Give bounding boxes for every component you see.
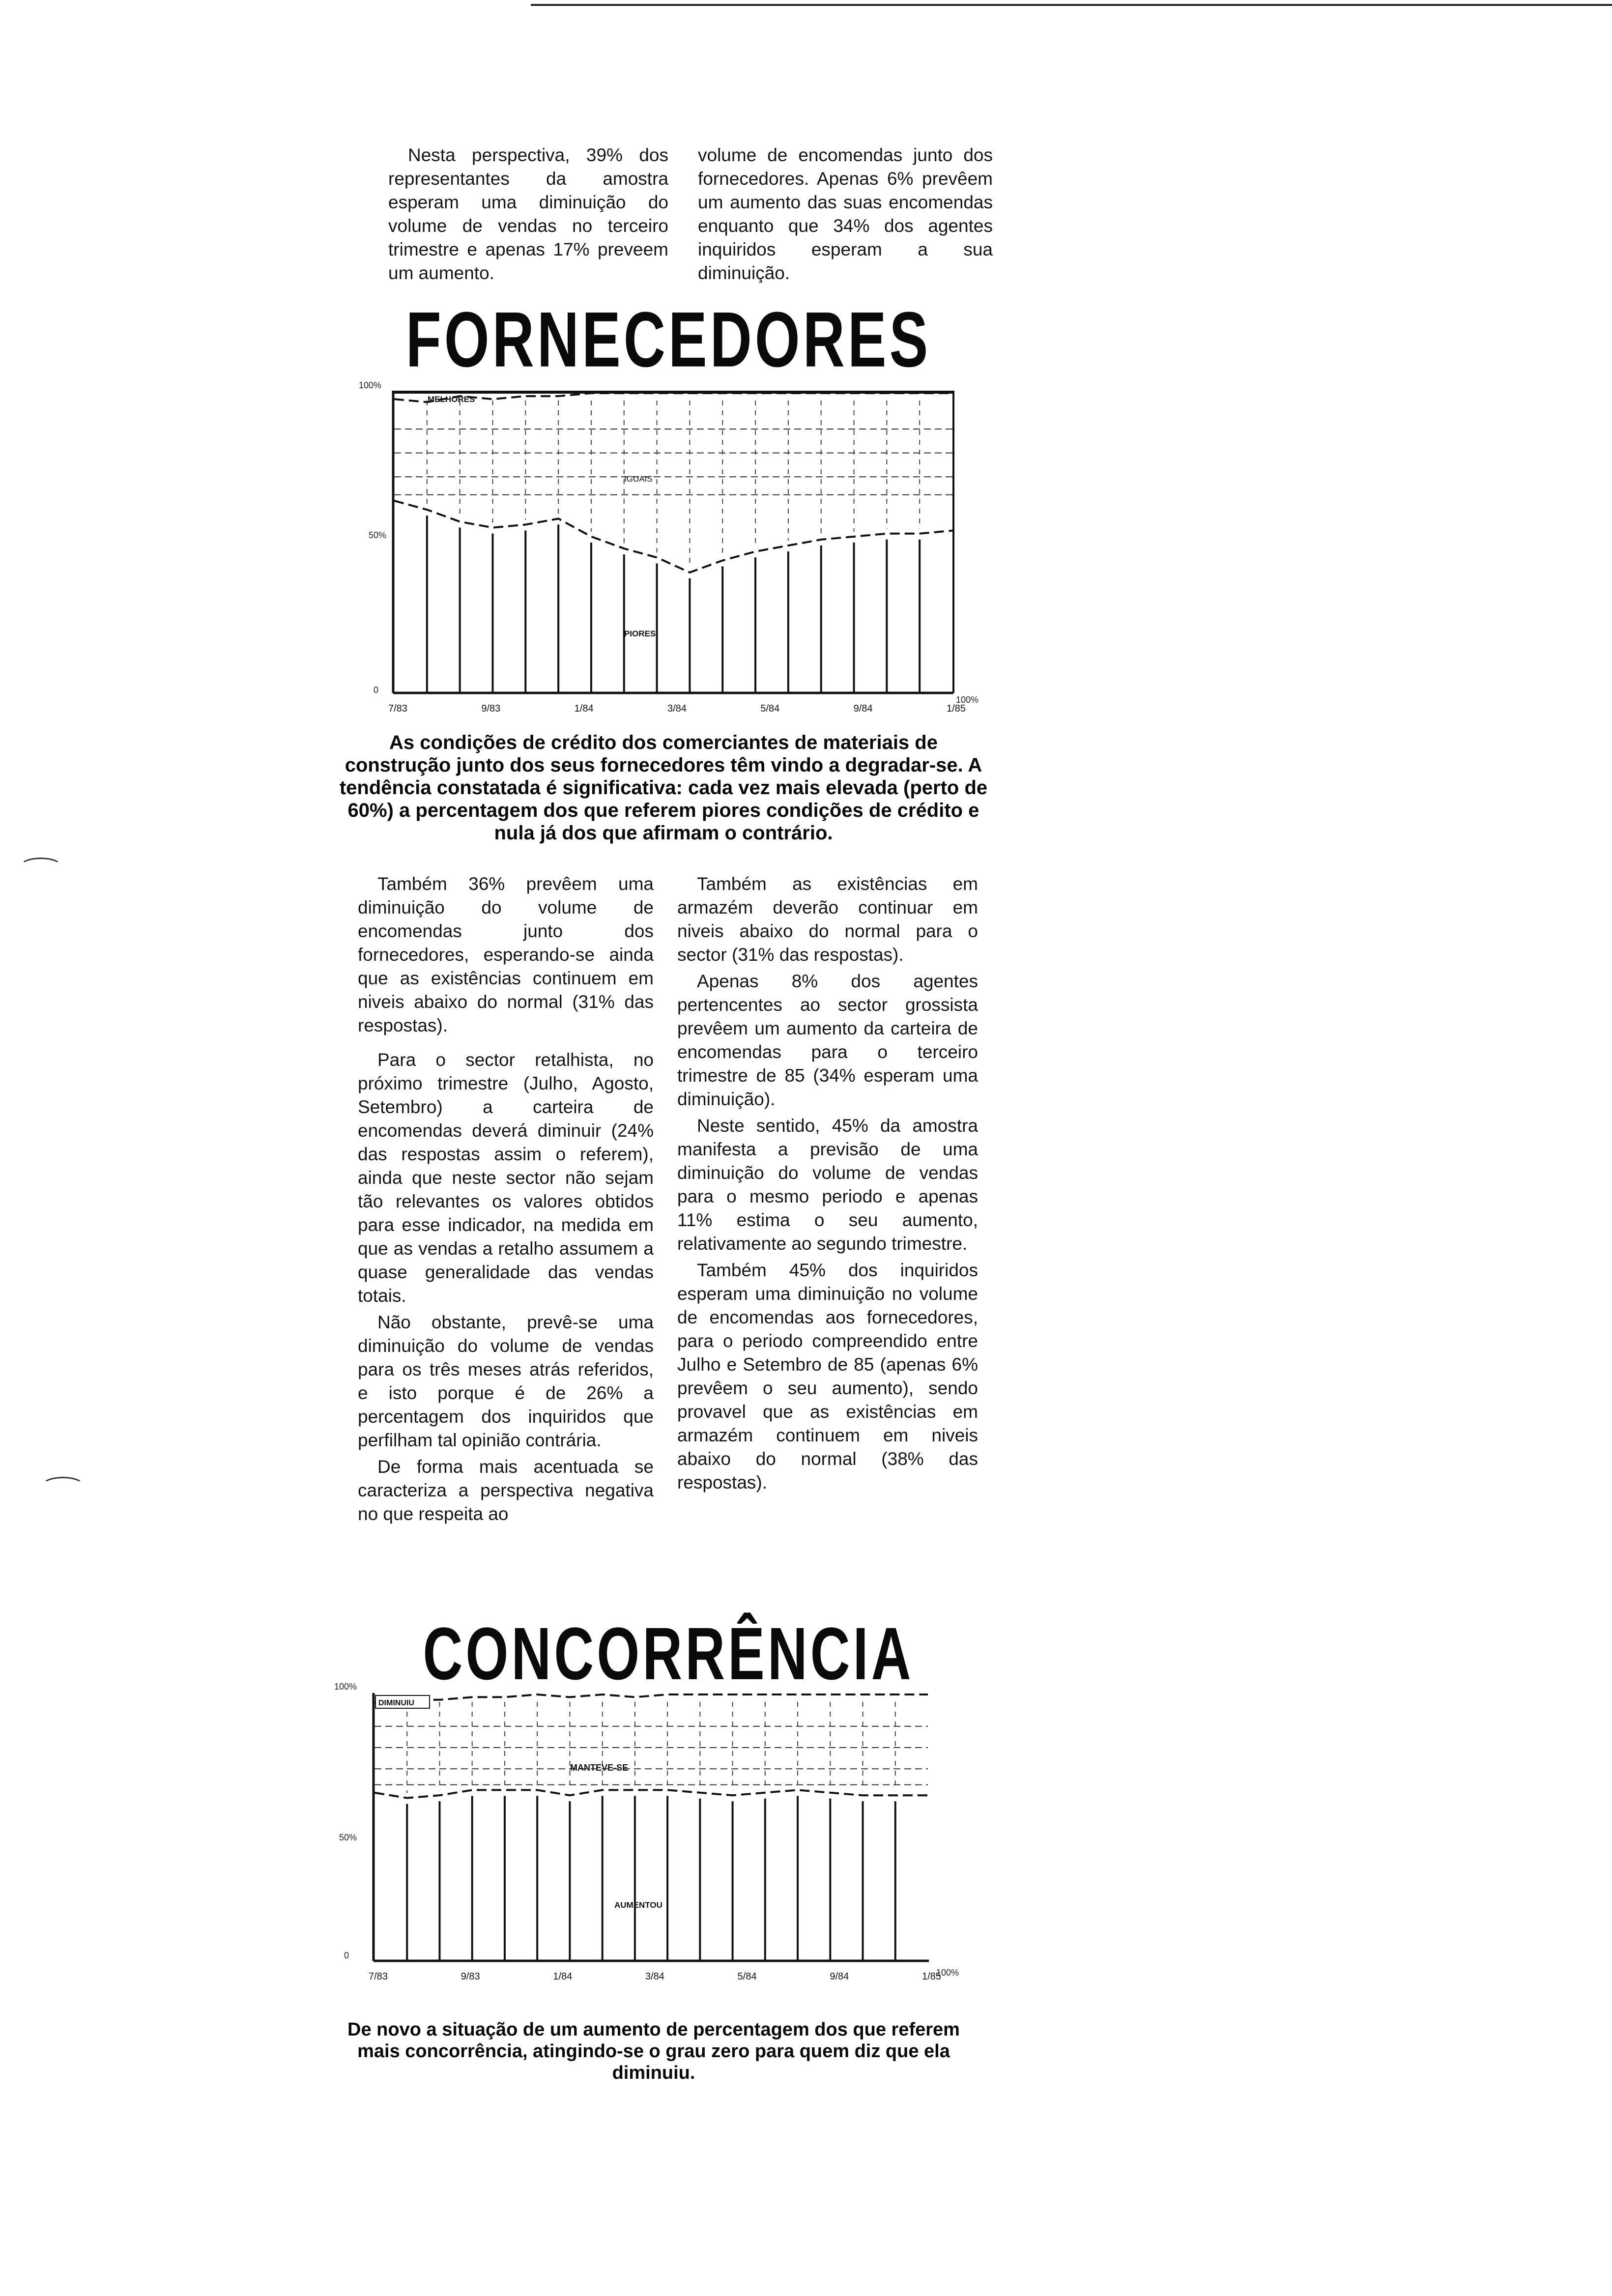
x-tick-label: 5/84 (737, 1971, 757, 1982)
chart1-band-bottom-label: PIORES (624, 629, 656, 638)
x-tick-label: 7/83 (369, 1971, 388, 1982)
chart-concorrencia (334, 1681, 973, 2015)
mid-col2-paragraph: Neste sentido, 45% da amostra manifesta a previsão de uma diminuição do volume de vendas para o mesmo periodo e apenas 11% estima o seu aumento, relativamente ao segundo trimestre. (677, 1116, 978, 1254)
caption-fornecedores: As condições de crédito dos comerciantes de materiais de construção junto dos seus fornecedores têm vindo a degradar-se. A tendência constatada é significativa: cada vez mais elevada (perto de 60%) a percentagem dos que referem piores condições de crédito e nula já dos que afirmam o contrário. (339, 732, 988, 844)
mid-col1-paragraph: De forma mais acentuada se caracteriza a perspectiva negativa no que respeita ao (358, 1457, 654, 1524)
headline-fornecedores: FORNECEDORES (405, 296, 931, 384)
chart1-band-top-label: MELHORES (428, 395, 475, 404)
mid-col1-paragraph: Não obstante, prevê-se uma diminuição do volume de vendas para os três meses atrás referidos, e isto porque é de 26% a percentagem dos inquiridos que perfilham tal opinião contrária. (358, 1312, 654, 1450)
x-tick-label: 1/85 (947, 703, 966, 714)
series-line-lower (374, 1790, 928, 1798)
mid-col2-paragraph: Apenas 8% dos agentes pertencentes ao sector grossista prevêem um aumento da carteira de encomendas para o terceiro trimestre de 85 (34% esperam uma diminuição). (677, 971, 978, 1109)
chart2-right-bottom-label: 100% (936, 1968, 959, 1978)
chart2-band-bottom-label: AUMENTOU (614, 1900, 662, 1910)
page-top-rule (531, 4, 1612, 6)
mid-col1-paragraph: Também 36% prevêem uma diminuição do volume de encomendas junto dos fornecedores, esperando-se ainda que as existências continuem em niveis abaixo do normal (31% das respostas). (358, 874, 654, 1035)
series-line-lower (394, 501, 952, 573)
x-tick-label: 9/83 (461, 1971, 480, 1982)
top-col2-paragraph: volume de encomendas junto dos fornecedores. Apenas 6% prevêem um aumento das suas encomendas enquanto que 34% dos agentes inquiridos esperam a sua diminuição. (698, 145, 993, 283)
middle-column-left (358, 872, 654, 1529)
top-col1-paragraph: Nesta perspectiva, 39% dos representantes da amostra esperam uma diminuição do volume de vendas no terceiro trimestre e apenas 17% preveem um aumento. (388, 145, 668, 283)
chart2-y-top-label: 100% (334, 1682, 357, 1692)
series-line-upper (374, 1694, 928, 1702)
x-tick-label: 1/84 (574, 703, 594, 714)
chart2-y-bottom-label: 0 (344, 1951, 349, 1960)
mid-col2-paragraph: Também as existências em armazém deverão continuar em niveis abaixo do normal para o sector (31% das respostas). (677, 874, 978, 965)
scan-margin-mark (20, 858, 62, 875)
x-tick-label: 3/84 (667, 703, 687, 714)
scan-margin-mark (42, 1477, 84, 1494)
chart1-y-top-label: 100% (359, 380, 382, 390)
x-tick-label: 1/84 (553, 1971, 573, 1982)
x-tick-label: 9/84 (830, 1971, 849, 1982)
top-column-right (698, 144, 993, 288)
chart2-y-mid-label: 50% (339, 1833, 357, 1842)
x-tick-label: 1/85 (922, 1971, 941, 1982)
chart1-y-bottom-label: 0 (374, 685, 379, 695)
series-line-upper (394, 393, 952, 402)
chart-fornecedores (354, 378, 1003, 722)
top-column-left (388, 144, 668, 288)
chart1-y-mid-label: 50% (369, 530, 387, 540)
x-tick-label: 3/84 (645, 1971, 664, 1982)
caption-concorrencia: De novo a situação de um aumento de percentagem dos que referem mais concorrência, atingindo-se o grau zero para quem diz que ela diminuiu. (347, 2019, 960, 2083)
chart1-right-bottom-label: 100% (956, 695, 979, 705)
chart2-band-top-label: DIMINUIU (378, 1699, 414, 1707)
middle-column-right (677, 872, 978, 1497)
x-tick-label: 5/84 (760, 703, 780, 714)
x-tick-label: 7/83 (388, 703, 407, 714)
chart2-band-mid-label: MANTEVE-SE (570, 1763, 629, 1773)
mid-col1-paragraph: Para o sector retalhista, no próximo trimestre (Julho, Agosto, Setembro) a carteira de encomendas deverá diminuir (24% das respostas assim o referem), ainda que neste sector não sejam tão relevantes os valores obtidos para esse indicador, na medida em que as vendas a retalho assumem a quase generalidade das vendas totais. (358, 1050, 654, 1306)
chart1-band-mid-label: IGUAIS (624, 474, 653, 484)
x-tick-label: 9/84 (853, 703, 873, 714)
mid-col2-paragraph: Também 45% dos inquiridos esperam uma diminuição no volume de encomendas aos fornecedores, para o periodo compreendido entre Julho e Setembro de 85 (apenas 6% prevêem o seu aumento), sendo provavel que as existências em armazém continuem em niveis abaixo do normal (38% das respostas). (677, 1260, 978, 1492)
headline-concorrencia: CONCORRÊNCIA (423, 1612, 914, 1695)
x-tick-label: 9/83 (481, 703, 501, 714)
